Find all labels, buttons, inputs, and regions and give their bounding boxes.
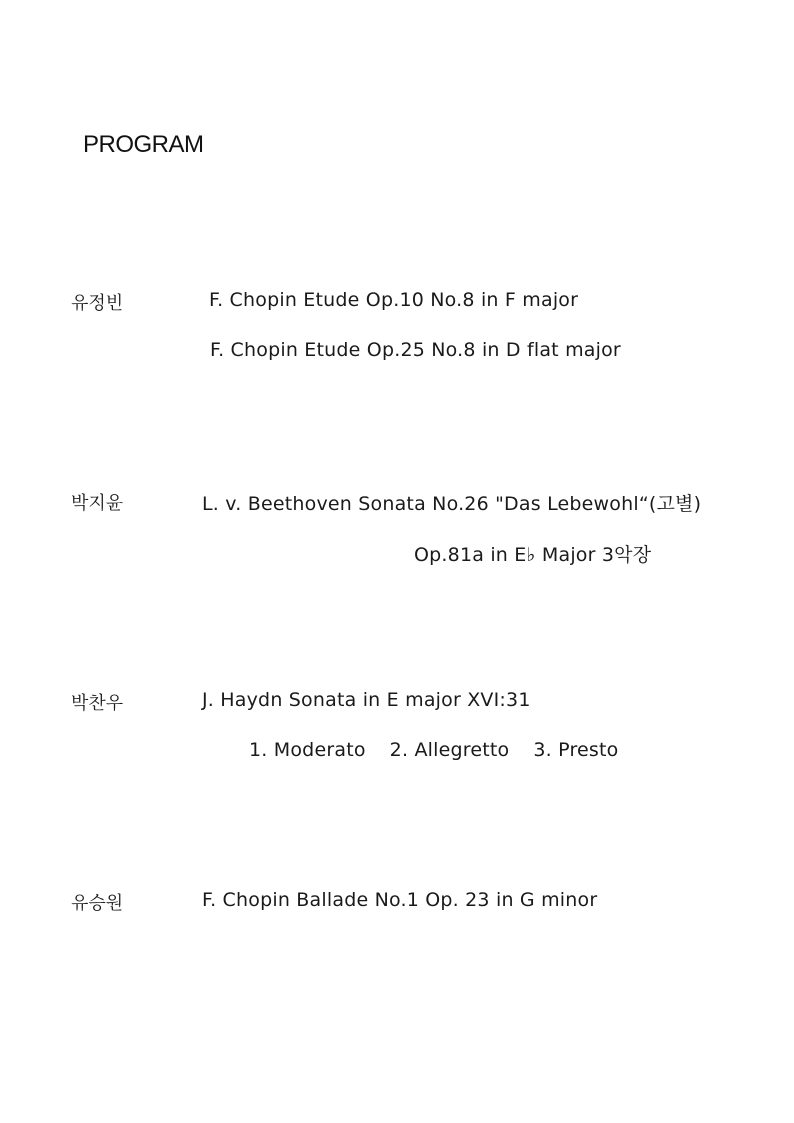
movement-item: 3. Presto xyxy=(533,739,619,761)
performer-name: 박찬우 xyxy=(71,693,124,714)
performer-name: 유승원 xyxy=(71,893,124,914)
performer-name: 박지윤 xyxy=(71,493,124,514)
program-title: PROGRAM xyxy=(83,131,204,158)
performer-name: 유정빈 xyxy=(71,293,124,314)
movement-item: 2. Allegretto xyxy=(389,739,510,761)
piece-title: F. Chopin Ballade No.1 Op. 23 in G minor xyxy=(202,889,598,911)
piece-title: L. v. Beethoven Sonata No.26 "Das Lebewohl“(고별) xyxy=(202,493,702,515)
piece-subtitle: Op.81a in E♭ Major 3악장 xyxy=(414,544,652,566)
movement-item: 1. Moderato xyxy=(249,739,366,761)
piece-title: J. Haydn Sonata in E major XVI:31 xyxy=(202,689,531,711)
movement-list xyxy=(249,739,619,761)
piece-title: F. Chopin Etude Op.10 No.8 in F major xyxy=(209,289,579,311)
piece-title: F. Chopin Etude Op.25 No.8 in D flat major xyxy=(210,339,621,361)
